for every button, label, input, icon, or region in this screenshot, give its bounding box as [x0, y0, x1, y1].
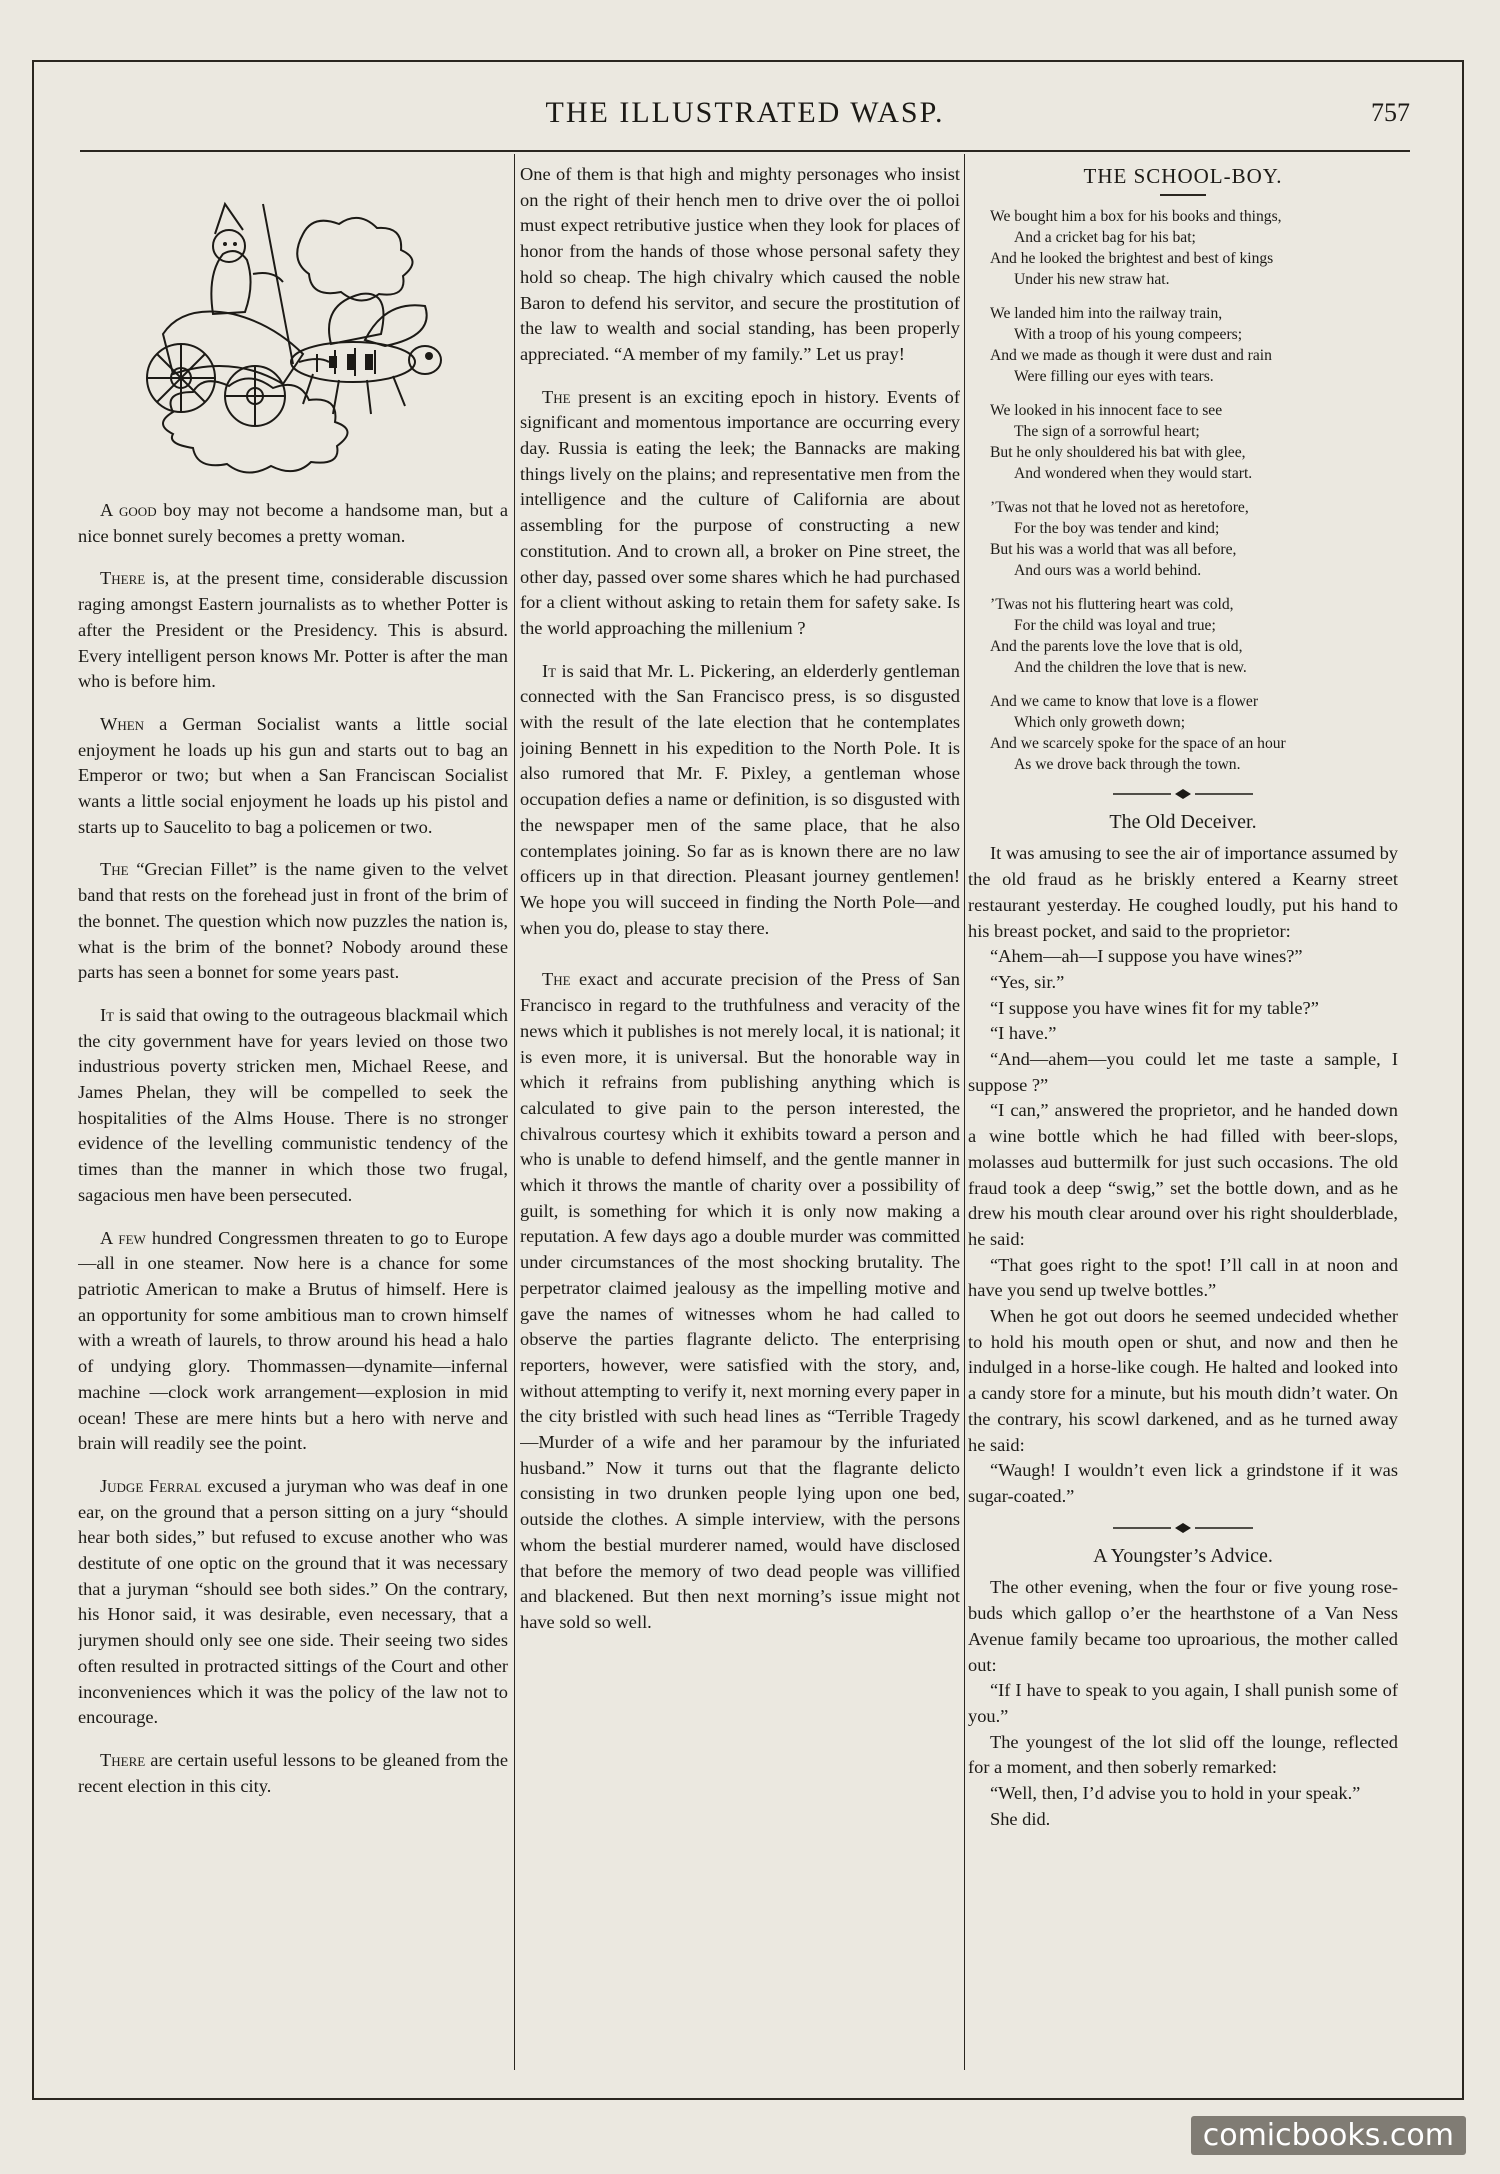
section-ornament: [1113, 1522, 1253, 1534]
poem-line: For the boy was tender and kind;: [1014, 519, 1220, 537]
paragraph: There are certain useful lessons to be gleaned from the recent election in this city.: [78, 1749, 508, 1796]
story-paragraph: It was amusing to see the air of importance assumed by the old fraud as he briskly entered a Kearny street restaurant yesterday. He coughed loudly, put his hand to his breast pocket, and said to the proprietor:: [968, 843, 1398, 941]
poem-line: The sign of a sorrowful heart;: [1014, 422, 1200, 440]
story-paragraph: The other evening, when the four or five young rose-buds which gallop o’er the hearthstone of a Van Ness Avenue family became too uproarious, the mother called out:: [968, 1577, 1398, 1675]
paragraph: The present is an exciting epoch in history. Events of significant and momentous importance are occurring every day. Russia is eating the leek; the Bannacks are making things lively on the plains; and representative men from the intelligence and the culture of California are about assembling for the purpose of constructing a new constitution. And to crown all, a broker on Pine street, the other day, passed over some shares which he had purchased for a client without asking to retain them for safety sake. Is the world approaching the millenium ?: [520, 386, 960, 638]
story-paragraph: “If I have to speak to you again, I shall punish some of you.”: [968, 1680, 1398, 1726]
wasp-chariot-illustration: [103, 164, 483, 484]
story-paragraph: “I can,” answered the proprietor, and he handed down a wine bottle which he had filled with beer-slops, molasses aud buttermilk for just such occasions. The old fraud took a deep “swig,” set the bottle down, and as he drew his mouth clear around over his right shoulderblade, he said:: [968, 1100, 1398, 1249]
poem-line: And wondered when they would start.: [1014, 464, 1253, 482]
poem-line: But his was a world that was all before,: [990, 540, 1237, 558]
poem-line: As we drove back through the town.: [1014, 755, 1241, 773]
paragraph: Judge Ferral excused a juryman who was deaf in one ear, on the ground that a person sitting on a jury “should hear both sides,” but refused to excuse another who was destitute of one optic on the ground that it was necessary that a juryman “should see both sides.” On the contrary, his Honor said, it was desirable, even necessary, that a jurymen should only see one side. Their seeing two sides often resulted in protracted sittings of the Court and other inconveniences which it was the policy of the law not to encourage.: [78, 1475, 508, 1728]
column-3: [968, 162, 1398, 1832]
story-paragraph: “Yes, sir.”: [990, 971, 1065, 992]
story-youngsters-advice: [968, 1575, 1398, 1832]
poem-stanza: [968, 400, 1398, 484]
story-paragraph: “Well, then, I’d advise you to hold in your speak.”: [990, 1783, 1361, 1804]
story-paragraph: “Ahem—ah—I suppose you have wines?”: [990, 946, 1303, 967]
story-paragraph: “That goes right to the spot! I’ll call in at noon and have you send up twelve bottles.”: [968, 1254, 1398, 1301]
paragraph: A few hundred Congressmen threaten to go to Europe—all in one steamer. Now here is a chance for some patriotic American to make a Brutus of himself. Here is an opportunity for some ambitious man to crown himself with a wreath of laurels, to throw around his head a halo of undying glory. Thommassen—dynamite—infernal machine —clock work arrangement—explosion in mid ocean! These are mere hints but a hero with nerve and brain will readily see the point.: [78, 1227, 508, 1454]
poem-line: And a cricket bag for his bat;: [1014, 228, 1196, 246]
column-divider-2: [964, 154, 965, 2070]
section-ornament: [1113, 788, 1253, 800]
poem-stanza: [968, 497, 1398, 581]
paragraph: The exact and accurate precision of the Press of San Francisco in regard to the truthfulness and veracity of the news which it publishes is not merely local, it is national; it is even more, it is universal. But the honorable way in which it refrains from publishing anything which is calculated to give pain to the person interested, the chivalrous courtesy which it exhibits toward a person and who is unable to defend himself, and the gentle manner in which it throws the mantle of charity over a possibility of guilt, is something for which it is only now making a reputation. A few days ago a double murder was committed under circumstances of the most shocking brutality. The perpetrator claimed jealousy as the impelling motive and gave the names of witnesses whom he had called to observe the parties flagrante delicto. The enterprising reporters, however, were satisfied with the story, and, without attempting to verify it, next morning every paper in the city bristled with such head lines as “Terrible Tragedy—Murder of a wife and her paramour by the infuriated husband.” Now it turns out that the flagrante delicto consisting in two drunken people lying upon one bed, outside the clothes. A simple interview, with the persons whom the bestial murderer named, would have disclosed that before the memory of two dead people was villified and blackened. But then next morning’s issue might not have sold so well.: [520, 969, 960, 1632]
poem-line: And we scarcely spoke for the space of an hour: [990, 734, 1286, 752]
poem-line: We landed him into the railway train,: [990, 304, 1223, 322]
paragraph: The “Grecian Fillet” is the name given to the velvet band that rests on the forehead just in front of the brim of the bonnet. The question which now puzzles the nation is, what is the brim of the bonnet? Nobody around these parts has seen a bonnet for some years past.: [78, 859, 508, 983]
publication-title: THE ILLUSTRATED WASP.: [545, 96, 945, 129]
paragraph: A good boy may not become a handsome man, but a nice bonnet surely becomes a pretty woman.: [78, 500, 508, 546]
paragraph: When a German Socialist wants a little social enjoyment he loads up his gun and starts out to bag an Emperor or two; but when a San Franciscan Socialist wants a little social enjoyment he loads up his pistol and starts up to Saucelito to bag a policemen or two.: [78, 713, 508, 837]
paragraph: It is said that owing to the outrageous blackmail which the city government have for years levied on those two industrious poverty stricken men, Michael Reese, and James Phelan, they will be compelled to seek the hospitalities of the Alms House. There is no stronger evidence of the levelling communistic tendency of the times than the manner in which those two frugal, sagacious men have been persecuted.: [78, 1004, 508, 1205]
story-old-deceiver: [968, 841, 1398, 1509]
poem-line: And ours was a world behind.: [1014, 561, 1202, 579]
section-title-youngsters-advice: A Youngster’s Advice.: [1093, 1544, 1273, 1567]
page-number: 757: [1371, 98, 1410, 127]
poem-line: Which only groweth down;: [1014, 713, 1186, 731]
poem-school-boy: [968, 206, 1398, 775]
story-paragraph: When he got out doors he seemed undecided whether to hold his mouth open or shut, and now and then he indulged in a horse-like cough. He halted and looked into a candy store for a minute, but his mouth didn’t water. On the contrary, his scowl darkened, and as he turned away he said:: [968, 1306, 1398, 1455]
section-title-old-deceiver: The Old Deceiver.: [1109, 810, 1257, 833]
poem-line: ’Twas not that he loved not as heretofore,: [990, 498, 1249, 516]
poem-line: But he only shouldered his bat with glee,: [990, 443, 1246, 461]
poem-line: Under his new straw hat.: [1014, 270, 1170, 288]
poem-line: We looked in his innocent face to see: [990, 401, 1223, 419]
poem-stanza: [968, 691, 1398, 775]
poem-line: ’Twas not his fluttering heart was cold,: [990, 595, 1234, 613]
watermark: comicbooks.com: [1191, 2116, 1466, 2155]
poem-stanza: [968, 206, 1398, 290]
paragraph: There is, at the present time, considerable discussion raging amongst Eastern journalists as to whether Potter is after the President or the Presidency. This is absurd. Every intelligent person knows Mr. Potter is after the man who is before him.: [78, 568, 508, 692]
poem-line: We bought him a box for his books and things,: [990, 207, 1282, 225]
poem-line: And he looked the brightest and best of kings: [990, 249, 1274, 267]
poem-stanza: [968, 303, 1398, 387]
poem-line: With a troop of his young compeers;: [1014, 325, 1243, 343]
story-paragraph: “Waugh! I wouldn’t even lick a grindstone if it was sugar-coated.”: [968, 1460, 1398, 1506]
poem-line: For the child was loyal and true;: [1014, 616, 1216, 634]
story-paragraph: She did.: [990, 1808, 1051, 1829]
paragraph: It is said that Mr. L. Pickering, an elderderly gentleman connected with the San Francisco press, is so disgusted with the result of the late election that he contemplates joining Bennett in his expedition to the North Pole. It is also rumored that Mr. F. Pixley, a gentleman whose occupation defies a name or definition, is so disgusted with the newspaper men of the same place, that he also contemplates joining. So far as is known there are no law officers up in that direction. Pleasant journey gentlemen! We hope you will succeed in finding the North Pole—and when you do, please to stay there.: [520, 660, 960, 938]
poem-line: And we made as though it were dust and rain: [990, 346, 1272, 364]
story-paragraph: “And—ahem—you could let me taste a sample, I suppose ?”: [968, 1049, 1398, 1095]
title-rule: [1160, 194, 1206, 196]
poem-title: THE SCHOOL-BOY.: [1083, 164, 1283, 188]
column-divider-1: [514, 154, 515, 2070]
column-1: [78, 162, 508, 1816]
story-paragraph: The youngest of the lot slid off the lounge, reflected for a moment, and then soberly remarked:: [968, 1731, 1398, 1778]
poem-line: Were filling our eyes with tears.: [1014, 367, 1214, 385]
masthead: [80, 96, 1410, 142]
poem-line: And the parents love the love that is old,: [990, 637, 1243, 655]
header-rule: [80, 150, 1410, 152]
poem-stanza: [968, 594, 1398, 678]
story-paragraph: “I have.”: [990, 1023, 1057, 1044]
poem-line: And the children the love that is new.: [1014, 658, 1247, 676]
column-2: [520, 162, 960, 1653]
story-paragraph: “I suppose you have wines fit for my table?”: [990, 997, 1319, 1018]
paragraph: One of them is that high and mighty personages who insist on the right of their hench men to drive over the oi polloi must expect retributive justice when they look for places of honor from the hands of those whose personal safety they hold so cheap. The high chivalry which caused the noble Baron to defend his servitor, and secure the prostitution of the law to wealth and social standing, has been properly appreciated. “A member of my family.” Let us pray!: [520, 164, 960, 364]
poem-line: And we came to know that love is a flower: [990, 692, 1259, 710]
